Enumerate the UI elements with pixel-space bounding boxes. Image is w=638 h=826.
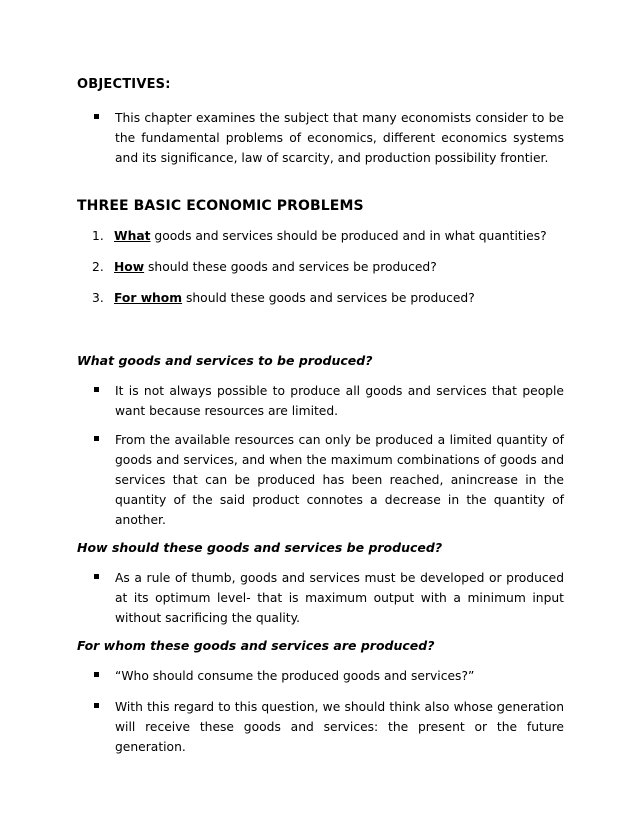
- square-bullet-icon: [94, 574, 99, 579]
- how-text: As a rule of thumb, goods and services must be developed or produced at its optimum level- that is maximum output with a minimum input without sacrificing the quality.: [115, 571, 564, 625]
- item-text: should these goods and services be produced?: [144, 260, 437, 274]
- list-item: [77, 666, 564, 686]
- keyword-for-whom: For whom: [114, 291, 183, 305]
- list-item: [77, 381, 564, 421]
- item-number: 3.: [92, 291, 104, 305]
- list-item: [77, 430, 564, 530]
- item-text: goods and services should be produced and in what quantities?: [150, 229, 547, 243]
- what-text-1: It is not always possible to produce all goods and services that people want because resources are limited.: [115, 384, 564, 418]
- whom-list: [77, 666, 564, 757]
- objectives-list: [77, 108, 564, 168]
- objectives-heading: OBJECTIVES:: [77, 77, 171, 92]
- list-item: [77, 108, 564, 168]
- keyword-what: What: [114, 229, 151, 243]
- item-text: should these goods and services be produced?: [182, 291, 475, 305]
- how-list: [77, 568, 564, 628]
- objectives-text: This chapter examines the subject that many economists consider to be the fundamental problems of economics, different economics systems and its significance, law of scarcity, and production possibility frontier.: [115, 111, 564, 165]
- list-item: [77, 697, 564, 757]
- list-item: [77, 568, 564, 628]
- list-item: [77, 257, 564, 277]
- square-bullet-icon: [94, 703, 99, 708]
- square-bullet-icon: [94, 672, 99, 677]
- whom-heading: For whom these goods and services are produced?: [77, 638, 435, 653]
- square-bullet-icon: [94, 114, 99, 119]
- square-bullet-icon: [94, 387, 99, 392]
- what-list: [77, 381, 564, 530]
- list-item: [77, 288, 564, 308]
- what-text-2: From the available resources can only be produced a limited quantity of goods and services, and when the maximum combinations of goods and services that can be produced has been reached, anincrease in the quantity of the said product connotes a decrease in the quantity of another.: [115, 433, 564, 527]
- what-heading: What goods and services to be produced?: [77, 353, 373, 368]
- list-item: [77, 226, 564, 246]
- basic-problems-heading: THREE BASIC ECONOMIC PROBLEMS: [77, 198, 364, 214]
- item-number: 2.: [92, 260, 104, 274]
- how-heading: How should these goods and services be produced?: [77, 540, 443, 555]
- item-number: 1.: [92, 229, 104, 243]
- whom-text-2: With this regard to this question, we should think also whose generation will receive these goods and services: the present or the future generation.: [115, 700, 564, 754]
- basic-problems-list: [77, 226, 564, 308]
- square-bullet-icon: [94, 436, 99, 441]
- whom-text-1: “Who should consume the produced goods and services?”: [115, 669, 475, 683]
- keyword-how: How: [114, 260, 145, 274]
